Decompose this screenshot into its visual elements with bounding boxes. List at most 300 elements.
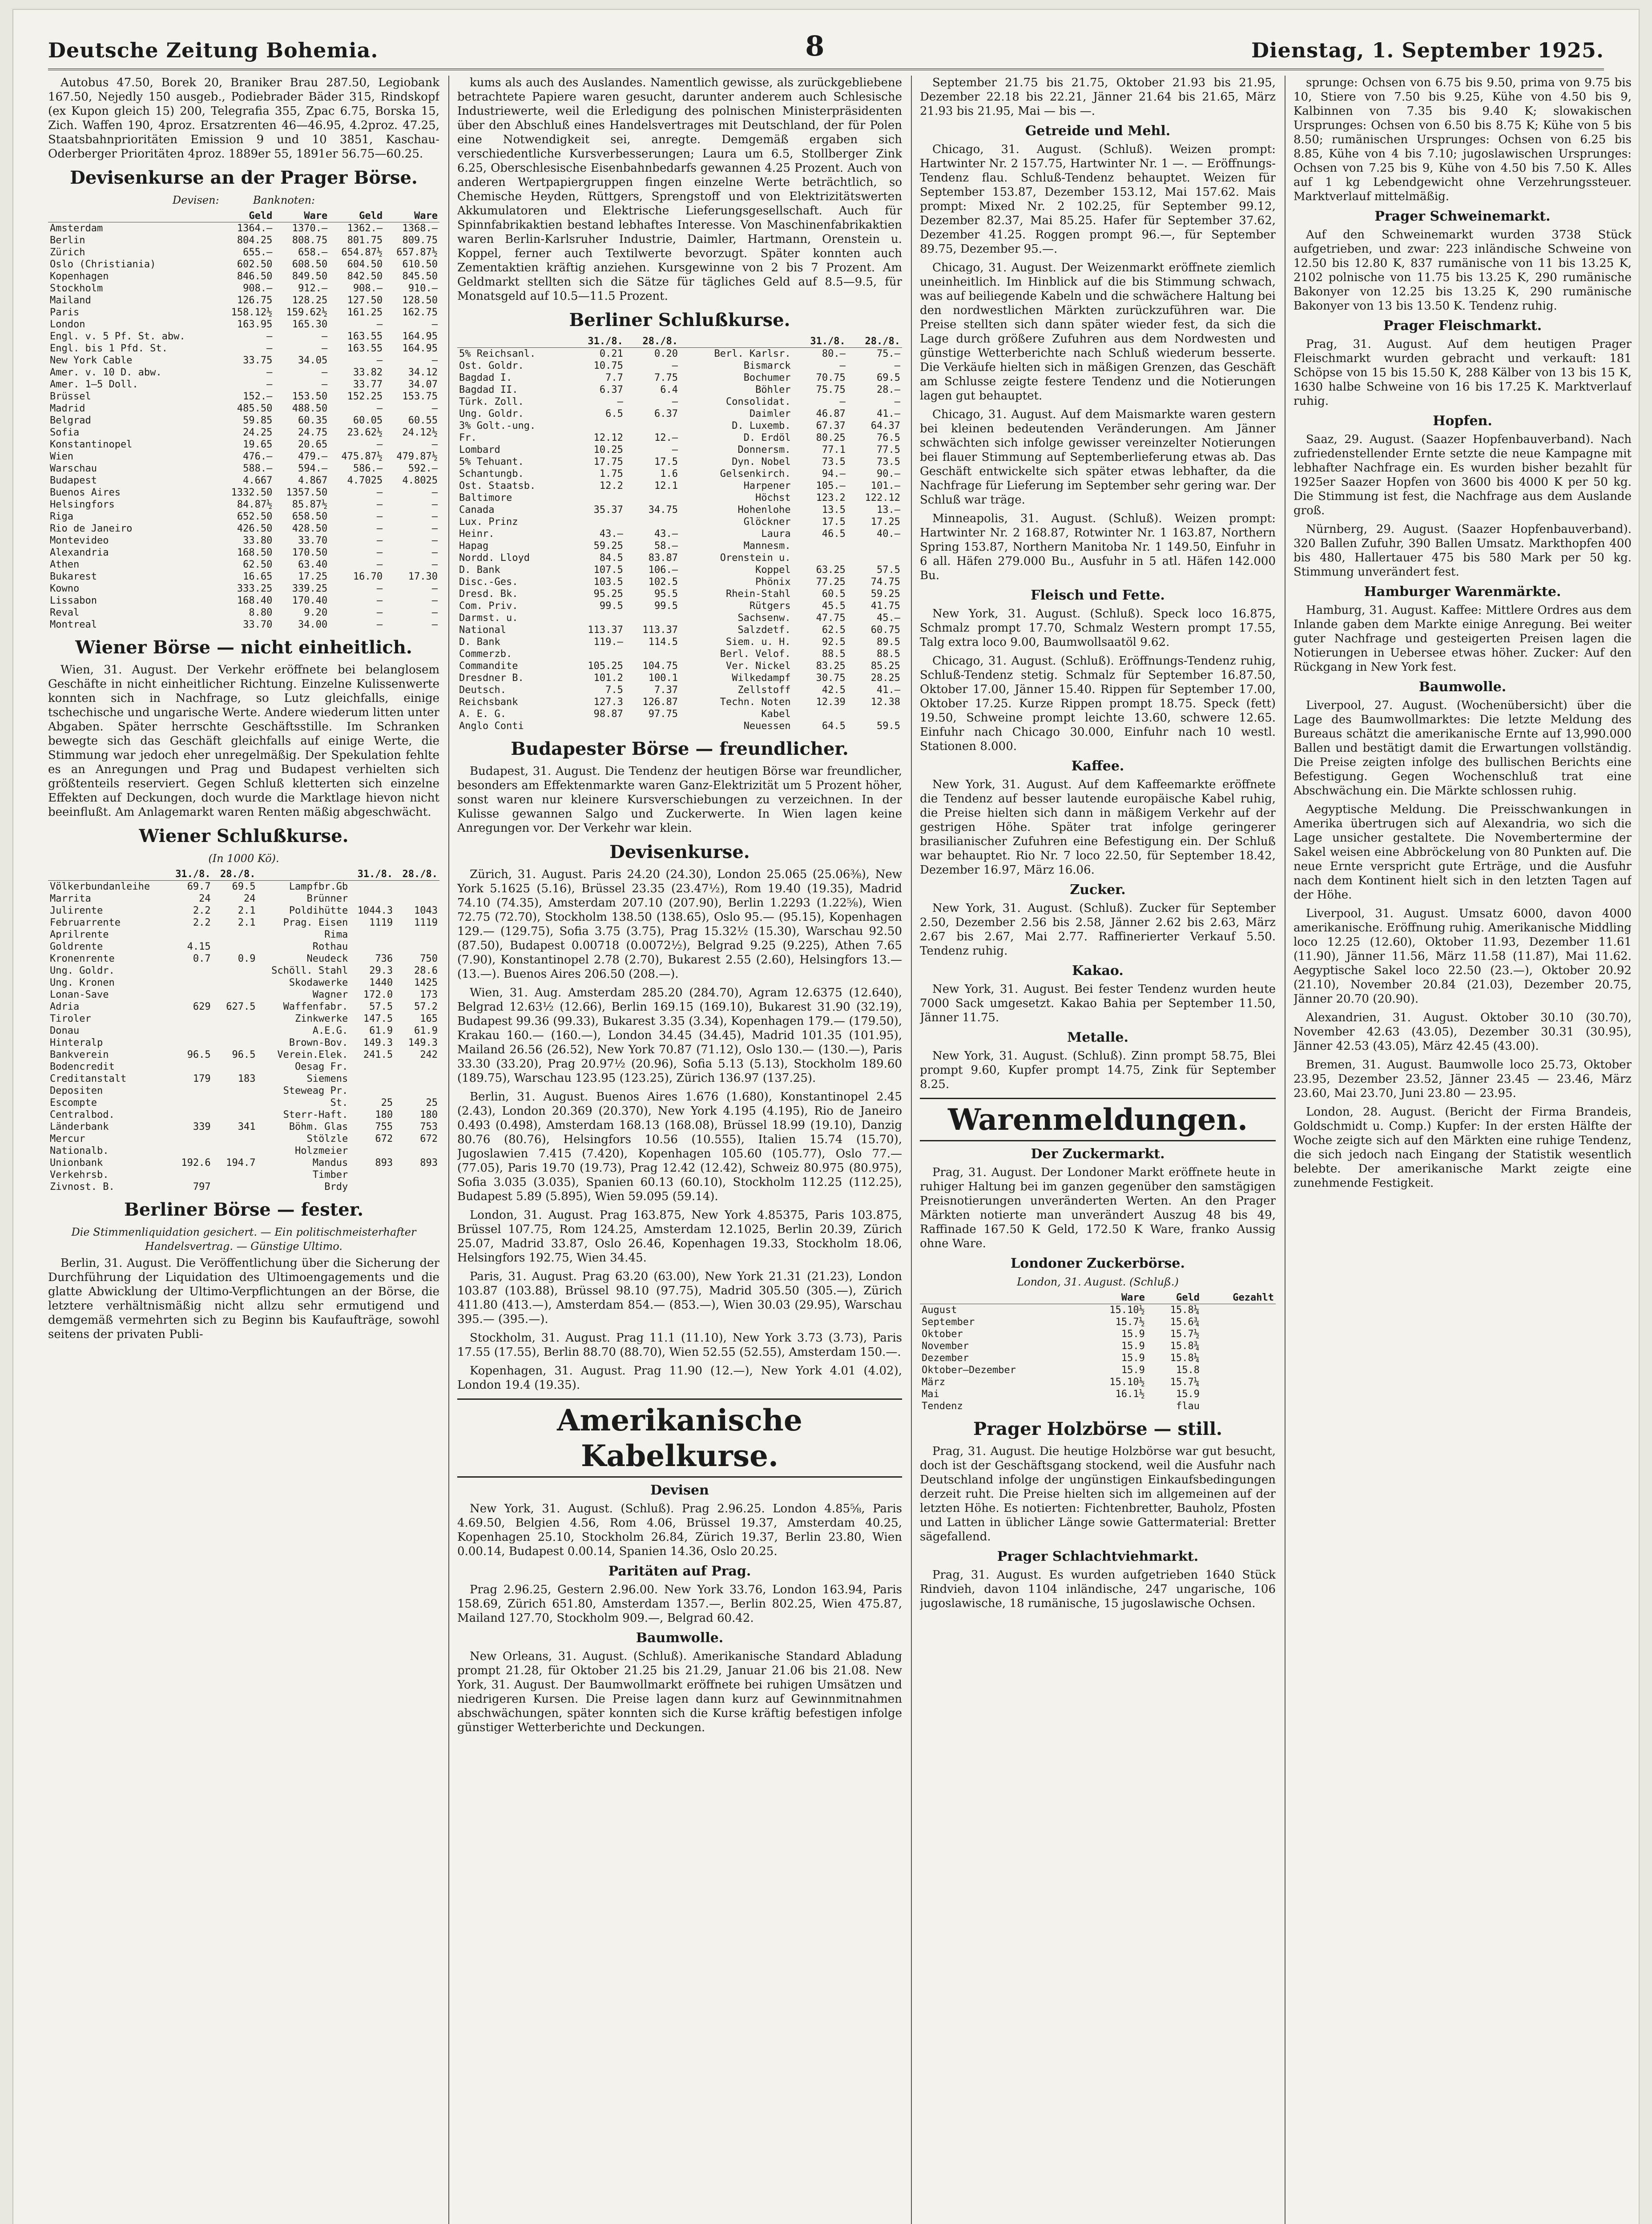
table-cell: — [839, 396, 846, 407]
londoner-zucker-heading: Londoner Zuckerbörse. [1011, 1256, 1185, 1271]
table-cell: Salzdetf. [737, 624, 791, 636]
table-cell: 846.50 [237, 271, 273, 282]
table-cell [847, 552, 902, 564]
table-cell: 19.65 [243, 439, 273, 450]
table-cell: 12.— [654, 432, 678, 443]
holzboerse-heading: Prager Holzbörse — still. [973, 1418, 1222, 1439]
table-cell: 96.5 [187, 1049, 211, 1060]
table-cell [168, 989, 213, 1001]
table-cell: 1043 [414, 905, 438, 916]
table-cell [1201, 1376, 1276, 1388]
table-cell: 165.30 [292, 319, 328, 330]
table-row [457, 348, 902, 360]
table-row [457, 672, 902, 684]
table-cell [395, 893, 439, 905]
table-cell [213, 1085, 258, 1097]
table-cell: 41.— [877, 685, 900, 696]
table-header-cell [48, 210, 219, 222]
table-cell: Prag. Eisen [283, 917, 348, 928]
table-cell: 912.— [298, 283, 328, 294]
table-cell: Waffenfabr. [283, 1001, 348, 1012]
table-cell: Siemens [306, 1073, 348, 1084]
table-row [48, 355, 439, 367]
table-cell: 242 [420, 1049, 438, 1060]
getreide-minneapolis: Minneapolis, 31. August. (Schluß). Weizen prompt: Hartwinter Nr. 2 168.87, Rotwinter Nr. 1 163.87, Northern Spring 153.87, Northern Manitoba Nr. 1 149.50, Einfuhr in 6 all. Häfen 279.000 Bu., Ausfuhr in 5 atl. Häfen 142.000 Bu. [920, 512, 1276, 582]
table-cell: Rütgers [749, 600, 791, 612]
table-cell: 10.75 [593, 360, 623, 371]
table-cell: 4.667 [243, 475, 273, 486]
page-number: 8 [805, 30, 825, 62]
table-cell: 1370.— [292, 223, 328, 234]
table-cell [213, 977, 258, 989]
table-cell: 105.25 [588, 661, 623, 672]
table-cell: Buenos Aires [50, 487, 121, 498]
table-cell: 88.5 [877, 649, 900, 660]
table-cell: 6.37 [654, 408, 678, 419]
table-cell: 2.1 [238, 917, 256, 928]
table-row [920, 1340, 1276, 1352]
table-row [48, 1001, 439, 1013]
table-cell: 652.50 [237, 511, 273, 522]
table-cell: 60.55 [408, 415, 438, 426]
table-row [48, 1013, 439, 1025]
table-cell: 35.37 [593, 504, 623, 516]
table-cell: Höchst [755, 492, 791, 504]
table-cell: 41.— [877, 408, 900, 419]
table-cell: 126.87 [642, 697, 678, 708]
table-cell: 658.50 [292, 511, 328, 522]
table-cell: — [376, 583, 383, 594]
table-cell: 12.39 [816, 697, 846, 708]
table-cell: 152.— [243, 391, 273, 402]
table-cell: 62.50 [243, 559, 273, 570]
table-cell: 4.15 [187, 941, 211, 952]
table-cell: — [376, 499, 383, 510]
table-cell: 893 [420, 1157, 438, 1168]
table-cell: Lombard [459, 444, 500, 455]
table-cell: Com. Priv. [459, 600, 518, 612]
table-cell [625, 516, 680, 528]
getreide-weizen: Chicago, 31. August. Der Weizenmarkt eröffnete ziemlich uneinheitlich. Im Hinblick auf die bis Stimmung schwach, was auf beiliegende Kabeln und die schwächere Haltung bei den nordwestlichen Märkten zurückzuführen war. Die Preise stellten sich dann später wieder fest, da sich die Lage durch größere Zufuhren aus dem Nordwesten und günstige Wetterberichte nach Schluß wiederum besserte. Die Verkäufe hielten sich in mäßigen Grenzen, das Geschäft am Schlusse zeigte festere Tendenz und die Notierungen lagen gut behauptet. [920, 261, 1276, 403]
table-cell: 610.50 [402, 259, 438, 270]
table-cell [793, 708, 847, 720]
table-cell [570, 612, 625, 624]
table-cell: Adria [50, 1001, 80, 1012]
table-cell [793, 552, 847, 564]
table-cell: 672 [375, 1133, 393, 1144]
table-cell: Heinr. [459, 528, 495, 540]
table-cell: 163.55 [347, 343, 383, 354]
baumwolle-liverpool-2: Liverpool, 31. August. Umsatz 6000, davon 4000 amerikanische. Eröffnung ruhig. Amerikanische Middling loco 12.25 (12.60), Oktober 11.93, Dezember 11.61 (11.90), Jänner 11.56, März 11.58 (11.87), Mai 11.62. Aegyptische Sakel loco 22.50 (23.—), Oktober 20.92 (21.10), November 20.84 (21.03), Dezember 20.75, Jänner 20.70 (20.90). [1293, 907, 1632, 1006]
table-cell: Berlin [50, 235, 85, 246]
table-row [48, 282, 439, 294]
table-cell [168, 1133, 213, 1145]
table-cell: 1357.50 [286, 487, 328, 498]
table-cell: 45.— [877, 612, 900, 624]
table-cell: 64.37 [870, 420, 900, 431]
table-cell [395, 941, 439, 953]
table-row [48, 403, 439, 415]
table-cell [213, 1097, 258, 1109]
table-cell: 12.2 [599, 480, 623, 492]
table-cell: 73.5 [822, 456, 846, 467]
table-cell [168, 1097, 213, 1109]
table-row [457, 444, 902, 456]
table-cell: 33.80 [243, 535, 273, 546]
table-cell: 103.5 [593, 576, 623, 588]
table-cell: 46.87 [816, 408, 846, 419]
table-cell: Berl. Karlsr. [714, 348, 791, 359]
table-row [48, 258, 439, 270]
table-cell: — [376, 439, 383, 450]
table-cell: Zivnost. B. [50, 1181, 115, 1193]
table-cell: Aprilrente [50, 929, 109, 940]
table-cell: Riga [50, 511, 73, 522]
table-cell [213, 1169, 258, 1181]
table-cell: 83.87 [648, 552, 678, 564]
table-cell: Marrita [50, 893, 91, 904]
table-header-cell: Ware [384, 210, 439, 222]
table-cell [350, 1085, 395, 1097]
wiener-header-row [48, 868, 439, 881]
table-cell: D. Bank [459, 637, 500, 648]
table-cell: 1119 [369, 917, 393, 928]
table-cell [168, 929, 213, 941]
table-row [48, 1121, 439, 1133]
table-cell: Gelsenkirch. [720, 468, 791, 479]
table-cell [1201, 1340, 1276, 1352]
table-row [48, 294, 439, 306]
table-cell: Sofia [50, 427, 80, 438]
table-row [48, 547, 439, 559]
table-cell: 80.25 [816, 432, 846, 443]
table-cell: 74.75 [870, 576, 900, 588]
table-cell: 59.25 [870, 588, 900, 600]
table-cell: 672 [420, 1133, 438, 1144]
table-cell: 33.75 [243, 355, 273, 366]
table-cell [350, 1061, 395, 1073]
table-cell: Hinteralp [50, 1037, 103, 1048]
table-row [48, 391, 439, 403]
getreide-chicago: Chicago, 31. August. (Schluß). Weizen prompt: Hartwinter Nr. 2 157.75, Hartwinter Nr. 1 —. — Eröffnungs-Tendenz flau. Schluß-Tendenz behauptet. Weizen für September 153.87, Dezember 153.12, Mai 157.62. Mais prompt: Mixed Nr. 2 102.25, für September 99.12, Dezember 82.37, Mai 85.25. Hafer für September 37.62, Dezember 41.25. Roggen prompt 96.—, für September 89.75, Dezember 95.—. [920, 143, 1276, 256]
table-cell [168, 1061, 213, 1073]
table-cell: Techn. Noten [720, 697, 791, 708]
table-cell: 755 [375, 1121, 393, 1132]
table-cell: Belgrad [50, 415, 91, 426]
table-cell: 33.70 [298, 535, 328, 546]
table-row [457, 372, 902, 384]
table-cell [168, 1145, 213, 1157]
table-cell: — [266, 343, 273, 354]
berliner-report: Berlin, 31. August. Die Veröffentlichung über die Sicherung der Durchführung der Liquidation des Ultimoengagements und die glatte Abwicklung der Ultimo-Verpflichtungen an der Börse, die letztere verhältnismäßig nicht allzu sehr ermutigend und demgemäß vermehrten sich zu Beginn bis Kaufaufträge, sowohl seitens der privaten Publi- [48, 1257, 439, 1341]
table-cell: 12.1 [654, 480, 678, 492]
table-header-cell: 31./8. [570, 335, 625, 348]
table-cell [395, 1073, 439, 1085]
devisen-london: London, 31. August. Prag 163.875, New York 4.85375, Paris 103.875, Brüssel 107.75, Rom 124.25, Amsterdam 12.1025, Berlin 20.39, Zürich 25.07, Madrid 33.87, Oslo 26.46, Kopenhagen 19.33, Stockholm 18.06, Helsingfors 192.75, Wien 34.45. [457, 1209, 902, 1265]
table-cell: 99.5 [599, 600, 623, 612]
zucker-heading: Zucker. [1070, 882, 1126, 898]
table-row [48, 595, 439, 607]
table-cell: Mailand [50, 295, 91, 306]
table-cell: Helsingfors [50, 499, 115, 510]
table-cell: — [431, 559, 438, 570]
table-cell: 1044.3 [357, 905, 393, 916]
hopfen-nuernberg: Nürnberg, 29. August. (Saazer Hopfenbauverband). 320 Ballen Zufuhr, 390 Ballen Umsatz. Markthopfen 400 bis 480, Hallertauer 475 bis 580 Mark per 50 kg. Stimmung unverändert fest. [1293, 523, 1632, 579]
table-cell: 147.5 [363, 1013, 393, 1024]
table-cell: 170.40 [292, 595, 328, 606]
table-cell: 15.9 [1176, 1389, 1200, 1400]
devisen-label: Devisen: [172, 194, 219, 206]
table-cell: — [376, 523, 383, 534]
table-cell: 172.0 [363, 989, 393, 1000]
table-cell: — [321, 331, 328, 342]
table-cell: Schöll. Stahl [271, 965, 348, 976]
table-cell: Madrid [50, 403, 85, 414]
table-cell: 655.— [243, 247, 273, 258]
table-cell [1201, 1388, 1276, 1400]
table-cell: 153.75 [402, 391, 438, 402]
table-cell: — [839, 360, 846, 371]
berliner-header-row [457, 335, 902, 348]
table-cell: 1.75 [599, 468, 623, 479]
table-cell: 162.75 [402, 307, 438, 318]
table-row [48, 559, 439, 571]
table-cell: Februarrente [50, 917, 121, 928]
table-cell: Siem. u. H. [725, 637, 791, 648]
table-cell: 8.80 [249, 607, 273, 618]
table-row [457, 660, 902, 672]
table-cell: 94.— [822, 468, 846, 479]
table-cell: — [617, 396, 623, 407]
table-cell: 17.25 [298, 571, 328, 582]
table-cell [395, 1085, 439, 1097]
berliner-rows [457, 348, 902, 733]
table-cell: 119.— [593, 637, 623, 648]
table-cell: 192.6 [181, 1157, 211, 1168]
table-cell: 85.25 [870, 661, 900, 672]
table-cell: — [431, 523, 438, 534]
table-cell: St. [330, 1097, 348, 1108]
table-cell: 168.50 [237, 547, 273, 558]
newspaper-name: Deutsche Zeitung Bohemia. [48, 38, 379, 62]
table-header-cell [258, 868, 350, 881]
table-cell: 62.5 [822, 624, 846, 636]
table-cell [625, 612, 680, 624]
table-row [457, 432, 902, 444]
baumwolle-report: New Orleans, 31. August. (Schluß). Amerikanische Standard Abladung prompt 21.28, für Oktober 21.25 bis 21.29, Januar 21.06 bis 21.08. New York, 31. August. Der Baumwollmarkt eröffnete bei ruhigen Umsätzen und niedrigeren Kursen. Die Preise lagen dann kurz auf Gewinnmitnahmen abschwächungen, später konnten sich die Kurse kräftig befestigen infolge günstiger Wetterberichte und Deckungen. [457, 1650, 902, 1734]
table-row [48, 427, 439, 439]
table-cell: 127.3 [593, 697, 623, 708]
table-row [48, 342, 439, 355]
table-cell: 17.25 [870, 516, 900, 528]
table-row [920, 1364, 1276, 1376]
devisen-stockholm: Stockholm, 31. August. Prag 11.1 (11.10), New York 3.73 (3.73), Paris 17.55 (17.55), Berlin 88.70 (88.70), Wien 52.55 (52.55), Amsterdam 150.—. [457, 1331, 902, 1359]
table-cell: 123.2 [816, 492, 846, 504]
table-header-cell: Geld [1147, 1292, 1201, 1304]
table-cell: Canada [459, 504, 495, 516]
fleisch-heading: Fleisch und Fette. [1031, 588, 1165, 603]
table-cell: Schantungb. [459, 468, 524, 479]
table-cell: Oesag Fr. [295, 1061, 348, 1072]
table-cell [213, 1109, 258, 1121]
table-cell: 149.3 [363, 1037, 393, 1048]
table-cell: New York Cable [50, 355, 133, 366]
table-cell: 59.5 [877, 721, 900, 732]
table-row [457, 720, 902, 732]
table-cell: — [376, 559, 383, 570]
table-row [48, 1025, 439, 1037]
table-cell [350, 1145, 395, 1157]
table-cell: 16.65 [243, 571, 273, 582]
table-cell: 5% Reichsanl. [459, 348, 536, 359]
zuckermarkt-report: Prag, 31. August. Der Londoner Markt eröffnete heute in ruhiger Haltung bei im ganzen gegenüber den samstägigen Preisnotierungen unveränderten Werten. An den Prager Märkten notierte man unverändert Auszug 48 bis 49, Raffinade 167.50 K Geld, 172.50 K Ware, franko Aussig ohne Ware. [920, 1166, 1276, 1250]
table-cell: D. Luxemb. [732, 420, 791, 431]
table-cell: 586.— [353, 463, 383, 474]
getreide-heading: Getreide und Mehl. [1025, 123, 1171, 139]
table-cell: 428.50 [292, 523, 328, 534]
table-cell: 34.00 [298, 619, 328, 630]
table-row [48, 246, 439, 258]
table-cell: Brünner [306, 893, 348, 904]
table-row [457, 600, 902, 612]
table-cell [395, 1181, 439, 1193]
table-cell: 34.12 [408, 367, 438, 378]
table-cell: Lissabon [50, 595, 97, 606]
table-row [457, 492, 902, 504]
table-cell: 15.6¾ [1170, 1317, 1200, 1328]
table-cell [625, 420, 680, 432]
table-cell [168, 977, 213, 989]
table-cell: 17.30 [408, 571, 438, 582]
table-cell: 15.9 [1121, 1341, 1145, 1352]
table-row [48, 451, 439, 463]
table-cell: 6.4 [660, 384, 678, 395]
table-cell: — [376, 511, 383, 522]
table-cell [350, 941, 395, 953]
table-cell: Reval [50, 607, 80, 618]
table-cell [570, 648, 625, 660]
table-cell [168, 1013, 213, 1025]
table-cell: 24.25 [243, 427, 273, 438]
table-cell: Amer. v. 10 D. abw. [50, 367, 162, 378]
table-cell: 107.5 [593, 564, 623, 576]
schlachtvieh-report: Prag, 31. August. Es wurden aufgetrieben 1640 Stück Rindvieh, davon 1104 inländische, 247 ungarische, 106 jugoslawische, 18 rumänische, 15 jugoslawische Ochsen. [920, 1568, 1276, 1610]
table-row [48, 607, 439, 619]
table-cell: — [266, 367, 273, 378]
table-cell: — [431, 355, 438, 366]
table-cell: 736 [375, 953, 393, 964]
table-cell: 29.3 [369, 965, 393, 976]
table-cell: Baltimore [459, 492, 512, 504]
table-cell: Glöckner [743, 516, 791, 528]
table-cell: 809.75 [402, 235, 438, 246]
table-cell: 16.1½ [1115, 1389, 1145, 1400]
wiener-schluss-heading: Wiener Schlußkurse. [139, 826, 349, 846]
wiener-heading: Wiener Börse — nicht einheitlich. [75, 637, 412, 658]
table-cell: 102.5 [648, 576, 678, 588]
table-cell: 43.— [599, 528, 623, 540]
table-cell: Zellstoff [737, 685, 791, 696]
table-cell: 1368.— [402, 223, 438, 234]
table-row [48, 1085, 439, 1097]
table-row [48, 1073, 439, 1085]
schweinemarkt-heading: Prager Schweinemarkt. [1374, 209, 1551, 224]
column-rule [448, 76, 449, 2224]
table-cell: Montevideo [50, 535, 109, 546]
table-row [457, 588, 902, 600]
table-cell: 0.20 [654, 348, 678, 359]
table-cell: 33.77 [353, 379, 383, 390]
table-cell: 105.— [816, 480, 846, 492]
table-cell [213, 1145, 258, 1157]
table-cell: 15.10½ [1109, 1377, 1145, 1388]
table-row [48, 1145, 439, 1157]
table-row [48, 929, 439, 941]
table-row [457, 552, 902, 564]
table-cell: 84.87½ [237, 499, 273, 510]
table-cell: 46.5 [822, 528, 846, 540]
berliner-heading: Berliner Börse — fester. [124, 1199, 364, 1220]
table-cell: 70.75 [816, 372, 846, 383]
table-cell [168, 1037, 213, 1049]
table-cell: 24.75 [298, 427, 328, 438]
zucker-report: New York, 31. August. (Schluß). Zucker für September 2.50, Dezember 2.56 bis 2.58, Jänner 2.62 bis 2.63, März 2.67 bis 2.67, Mai 2.77. Raffinerierter Verkauf 5.50. Tendenz ruhig. [920, 902, 1276, 958]
table-cell: 4.867 [298, 475, 328, 486]
table-cell: 149.3 [408, 1037, 438, 1048]
table-cell: Julirente [50, 905, 103, 916]
table-cell: 479.— [298, 451, 328, 462]
devisen-berlin: Berlin, 31. August. Buenos Aires 1.676 (1.680), Konstantinopel 2.45 (2.43), London 20.369 (20.370), New York 4.195 (4.195), Rio de Janeiro 0.493 (0.498), Amsterdam 168.13 (168.08), Brüssel 18.99 (19.10), Danzig 80.76 (80.76), Helsingfors 10.56 (10.555), Italien 15.74 (15.70), Jugoslawien 7.415 (7.420), Kopenhagen 105.60 (105.77), Oslo 77.— (77.05), Paris 19.70 (19.73), Prag 12.42 (12.42), Schweiz 80.975 (80.975), Sofia 3.035 (3.035), Spanien 60.13 (60.10), Stockholm 112.25 (112.25), Budapest 5.89 (5.895), Wien 59.095 (59.14). [457, 1090, 902, 1203]
table-cell [395, 929, 439, 941]
table-cell: 24 [244, 893, 256, 904]
getreide-mais: Chicago, 31. August. Auf dem Maismarkte waren gestern bei kleinen bedeutenden Veränderungen. Am Jänner schwächten sich infolge gewisser vereinzelter Notierungen bei flauer Stimmung auf Septemberlieferung etwas ab. Das Geschäft entwickelte sich später etwas lebhafter, da die Nachfrage für Lieferung im September sehr gering war. Der Schluß war träge. [920, 408, 1276, 507]
table-cell [350, 893, 395, 905]
table-cell: 15.7½ [1115, 1317, 1145, 1328]
table-cell: 7.5 [605, 685, 623, 696]
table-row [457, 564, 902, 576]
table-header-cell: Gezahlt [1201, 1292, 1276, 1304]
table-cell: — [894, 396, 900, 407]
table-cell: 2.2 [193, 905, 211, 916]
table-row [457, 360, 902, 372]
table-row [48, 571, 439, 583]
table-cell: 170.50 [292, 547, 328, 558]
table-row [48, 270, 439, 282]
table-cell: 67.37 [816, 420, 846, 431]
table-cell: Völkerbundanleihe [50, 881, 150, 892]
table-cell: Consolidat. [725, 396, 791, 407]
table-cell: 159.62½ [286, 307, 328, 318]
table-cell: Brdy [324, 1181, 348, 1193]
table-cell [395, 1061, 439, 1073]
table-header-cell: 31./8. [168, 868, 213, 881]
table-cell: 627.5 [226, 1001, 256, 1012]
table-cell [625, 720, 680, 732]
table-cell: Rio de Janeiro [50, 523, 133, 534]
table-cell: August [922, 1305, 957, 1316]
table-cell: 339 [193, 1121, 211, 1132]
table-cell: Rothau [312, 941, 348, 952]
table-cell: Wilkedampf [732, 673, 791, 684]
table-cell: 163.55 [347, 331, 383, 342]
table-cell: — [376, 607, 383, 618]
table-cell: 654.87½ [341, 247, 383, 258]
table-cell: 161.25 [347, 307, 383, 318]
table-cell: 57.5 [369, 1001, 393, 1012]
berliner-subheading: Die Stimmenliquidation gesichert. — Ein politischmeisterhafter Handelsvertrag. — Günstige Ultimo. [71, 1226, 416, 1253]
table-cell: — [376, 535, 383, 546]
amerika-report: New York, 31. August. (Schluß). Prag 2.96.25. London 4.85⅝, Paris 4.69.50, Belgien 4.56, Rom 4.06, Brüssel 19.37, Amsterdam 40.25, Kopenhagen 25.10, Stockholm 26.84, Zürich 19.37, Berlin 23.80, Wien 0.00.14, Budapest 0.00.14, Spanien 14.36, Oslo 20.25. [457, 1502, 902, 1558]
